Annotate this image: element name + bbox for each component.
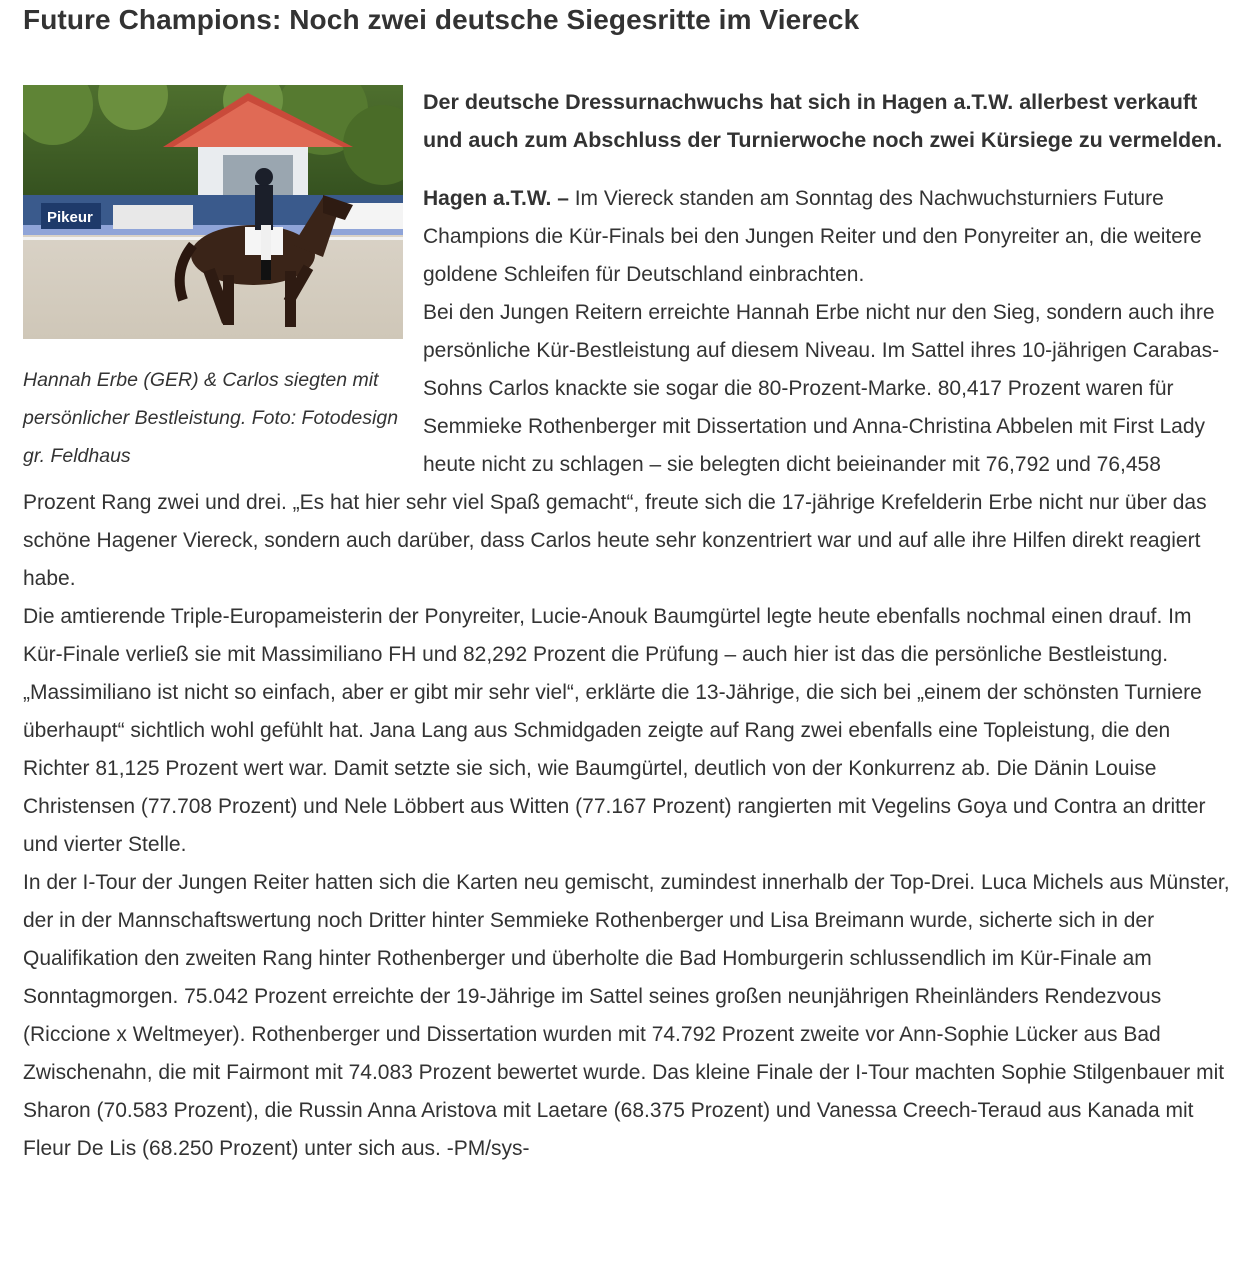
photo-caption: Hannah Erbe (GER) & Carlos siegten mit persönlicher Bestleistung. Foto: Fotodesign gr. Feldhaus — [23, 369, 399, 467]
article-figure — [23, 85, 403, 475]
banner-text: Pikeur — [47, 209, 93, 226]
article — [23, 0, 1235, 1168]
paragraph-4: In der I-Tour der Jungen Reiter hatten sich die Karten neu gemischt, zumindest innerhalb der Top-Drei. Luca Michels aus Münster, der in der Mannschaftswertung noch Dritter hinter Semmieke Rothenberger und Lisa Breimann wurde, sicherte sich in der Qualifikation den zweiten Rang hinter Rothenberger und überholte die Bad Homburgerin schlussendlich im Kür-Finale am Sonntagmorgen. 75.042 Prozent erreichte der 19-Jährige im Sattel seines großen neunjährigen Rheinländers Rendezvous (Riccione x Weltmeyer). Rothenberger und Dissertation wurden mit 74.792 Prozent zweite vor Ann-Sophie Lücker aus Bad Zwischenahn, die mit Fairmont mit 74.083 Prozent bewertet wurde. Das kleine Finale der I-Tour machten Sophie Stilgenbauer mit Sharon (70.583 Prozent), die Russin Anna Aristova mit Laetare (68.375 Prozent) und Vanessa Creech-Teraud aus Kanada mit Fleur De Lis (68.250 Prozent) unter sich aus. -PM/sys- — [23, 871, 1230, 1160]
paragraph-3: Die amtierende Triple-Europameisterin der Ponyreiter, Lucie-Anouk Baumgürtel legte heute ebenfalls nochmal einen drauf. Im Kür-Finale verließ sie mit Massimiliano FH und 82,292 Prozent die Prüfung – auch hier ist das die persönliche Bestleistung. „Massimiliano ist nicht so einfach, aber er gibt mir sehr viel“, erklärte die 13-Jährige, die sich bei „einem der schönsten Turniere überhaupt“ sichtlich wohl gefühlt hat. Jana Lang aus Schmidgaden zeigte auf Rang zwei ebenfalls eine Topleistung, die den Richter 81,125 Prozent wert war. Damit setzte sie sich, wie Baumgürtel, deutlich von der Konkurrenz ab. Die Dänin Louise Christensen (77.708 Prozent) und Nele Löbbert aus Witten (77.167 Prozent) rangierten mit Vegelins Goya und Contra an dritter und vierter Stelle. — [23, 605, 1206, 856]
article-photo[interactable] — [23, 85, 403, 339]
paragraph-2: Bei den Jungen Reitern erreichte Hannah Erbe nicht nur den Sieg, sondern auch ihre persönliche Kür-Bestleistung auf diesem Niveau. Im Sattel ihres 10-jährigen Carabas-Sohns Carlos knackte sie sogar die 80-Prozent-Marke. 80,417 Prozent waren für Semmieke Rothenberger mit Dissertation und Anna-Christina Abbelen mit First Lady heute nicht zu schlagen – sie belegten dicht beieinander mit 76,792 und 76,458 Prozent Rang zwei und drei. „Es hat hier sehr viel Spaß gemacht“, freute sich die 17-jährige Krefelderin Erbe nicht nur über das schöne Hagener Viereck, sondern auch darüber, dass Carlos heute sehr konzentriert war und auf alle ihre Hilfen direkt reagiert habe. — [23, 301, 1220, 590]
article-headline: Future Champions: Noch zwei deutsche Siegesritte im Viereck — [23, 4, 860, 35]
paragraph-1-text: Im Viereck standen am Sonntag des Nachwuchsturniers Future Champions die Kür-Finals bei den Jungen Reiter und den Ponyreiter an, die weitere goldene Schleifen für Deutschland einbrachten. — [423, 187, 1202, 286]
article-lead: Der deutsche Dressurnachwuchs hat sich in Hagen a.T.W. allerbest verkauft und auch zum Abschluss der Turnierwoche noch zwei Kürsiege zu vermelden. — [423, 90, 1223, 152]
dateline: Hagen a.T.W. – — [423, 187, 569, 210]
